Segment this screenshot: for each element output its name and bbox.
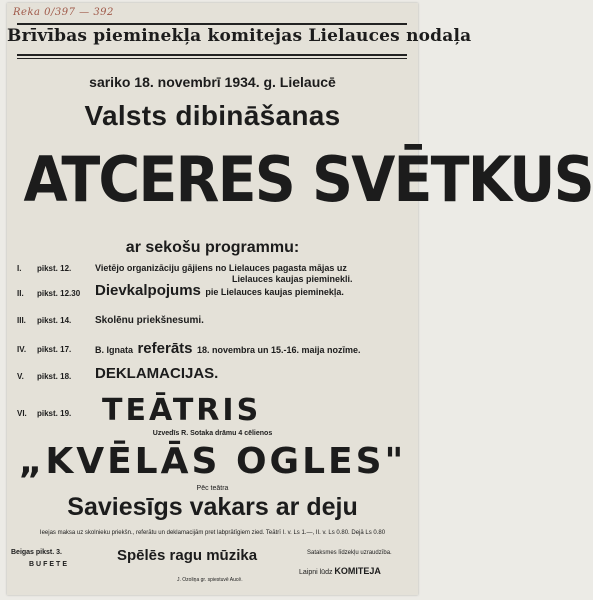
program-time-4: pikst. 17. [37,345,72,354]
program-roman-5: V. [17,372,24,381]
committee-header: Brīvības pieminekļa komitejas Lielauces nodaļa [7,26,472,46]
program-text-3: Skolēnu priekšnesumi. [95,315,204,326]
program-roman-6: VI. [17,409,27,418]
program-item-2 [95,282,344,300]
program-text-2-main: Dievkalpojums [95,282,201,299]
play-title: „KVĒLĀS OGLES" [18,441,407,482]
program-time-3: pikst. 14. [37,316,72,325]
program-roman-3: III. [17,316,26,325]
program-time-2: pikst. 12.30 [37,289,81,298]
program-text-4-pre: B. Ignata [95,345,134,355]
invitation-committee: KOMITEJA [334,566,381,576]
evening-title: Saviesīgs vakars ar deju [67,493,358,521]
archive-handwritten-mark: Reka 0/397 — 392 [13,7,114,18]
program-text-1b: Lielauces kaujas pieminekli. [232,274,353,284]
program-text-4-rest: 18. novembra un 15.-16. maija nozīme. [196,345,361,355]
after-theatre: Pēc teātra [196,485,229,492]
program-roman-1: I. [17,264,22,273]
subtitle: Valsts dibināšanas [84,100,341,131]
invitation-prefix [299,566,381,576]
end-time: Beigas pikst. 3. [11,549,62,556]
play-credit: Uzvedīs R. Sotaka drāmu 4 cēlienos [152,430,273,437]
header-rule-bottom [17,54,407,56]
buffet: BUFETE [29,561,69,568]
poster-sheet [7,3,593,595]
program-time-1: pikst. 12. [37,264,72,273]
program-text-4-main: referāts [137,340,193,357]
main-title: ATCERES SVĒTKUS [23,143,593,216]
event-date-line: sariko 18. novembrī 1934. g. Lielaucē [89,74,336,90]
printer-imprint: J. Ozoliņa gr. spiestuvē Aucē. [177,577,243,583]
program-text-1a: Vietējo organizāciju gājiens no Lielauces pagasta mājas uz [95,263,347,273]
program-time-5: pikst. 18. [37,372,72,381]
prizes-note: Sataksmes līdzekļu uzraudzība. [307,550,392,556]
programme-heading: ar sekošu programmu: [125,239,300,256]
program-text-6: TEĀTRIS [102,393,262,428]
entry-fees: Ieejas maksa uz skolnieku priekšn., referātu un deklamacijām pret labprātīgiem zied. Teātrī I. v. Ls 1.—, II. v. Ls 0.80. Dejā Ls 0.80 [39,530,386,536]
program-item-4 [95,340,361,358]
program-text-2-rest: pie Lielauces kaujas pieminekļa. [205,287,344,297]
music: Spēlēs ragu mūzika [117,547,258,564]
header-rule-double [17,58,407,59]
header-rule-top [17,23,407,25]
program-time-6: pikst. 19. [37,409,72,418]
program-roman-2: II. [17,289,24,298]
program-text-5: DEKLAMACIJAS. [95,365,219,382]
program-roman-4: IV. [17,345,27,354]
invitation-text: Laipni lūdz [299,569,333,576]
